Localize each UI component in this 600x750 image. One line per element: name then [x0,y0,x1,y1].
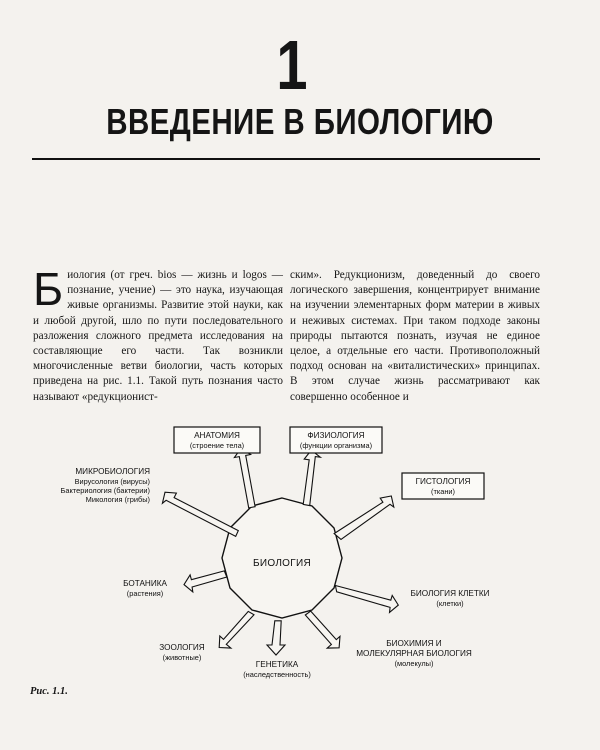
text-column-right [290,268,540,405]
arrow-zoology [219,611,254,648]
zoology-title: ЗООЛОГИЯ [159,643,205,652]
microbiology-title: МИКРОБИОЛОГИЯ [75,467,150,476]
arrow-microbiology [162,492,238,536]
chapter-title: ВВЕДЕНИЕ В БИОЛОГИЮ [106,101,494,142]
histology-title: ГИСТОЛОГИЯ [415,477,471,486]
chapter-number: 1 [276,26,308,104]
arrow-histology [334,496,394,539]
botany-sub: (растения) [126,589,164,598]
arrow-genetics [267,621,285,655]
title-divider [32,158,540,160]
arrow-anatomy [234,448,255,508]
zoology-sub: (животные) [162,653,202,662]
microbiology-line-1: Вирусология (вирусы) [74,477,150,486]
anatomy-title: АНАТОМИЯ [194,431,240,440]
text-column-left [33,263,283,405]
physiology-sub: (функции организма) [299,441,373,450]
genetics-sub: (наследственность) [243,670,311,679]
anatomy-sub: (строение тела) [189,441,245,450]
microbiology-line-2: Бактериология (бактерии) [60,486,150,495]
genetics-title: ГЕНЕТИКА [255,660,299,669]
right-column-text: ским». Редукционизм, доведенный до своего логического завершения, концентрирует внимание на изучении элементарных форм материи в живых и неживых системах. При таком подходе законы природы пытаются познать, изучая не единое целое, а отдельные его части. Противоположный подход основан на «виталистических» принципах. В этом случае жизнь рассматривают как совершенно особенное и [290,269,540,403]
physiology-title: ФИЗИОЛОГИЯ [307,431,365,440]
arrow-cell-biology [335,586,398,613]
cell-biology-sub: (клетки) [436,599,464,608]
histology-sub: (ткани) [430,487,456,496]
biochemistry-title-1: БИОХИМИЯ И [386,639,442,648]
figure-caption: Рис. 1.1. [30,686,68,697]
left-column-text: иология (от греч. bios — жизнь и logos — познание, учение) — это наука, изучающая живые организмы. Развитие этой науки, как и любой другой, шло по пути последовательного разложения сложного предмета исследования на составляющие его части. Так возникли многочисленные ветви биологии, часть которых приведена на рис. 1.1. Такой путь познания часто называют «редукционист- [33,269,283,403]
botany-title: БОТАНИКА [123,579,167,588]
center-label: БИОЛОГИЯ [253,558,311,569]
drop-cap: Б [33,263,64,315]
arrow-biochemistry [305,611,340,648]
cell-biology-title: БИОЛОГИЯ КЛЕТКИ [410,589,490,598]
arrow-physiology [303,450,320,505]
biochemistry-title-2: МОЛЕКУЛЯРНАЯ БИОЛОГИЯ [356,649,472,658]
microbiology-line-3: Микология (грибы) [85,495,150,504]
arrow-botany [184,571,227,592]
branches-of-biology-diagram [0,410,600,700]
biochemistry-sub: (молекулы) [394,659,434,668]
